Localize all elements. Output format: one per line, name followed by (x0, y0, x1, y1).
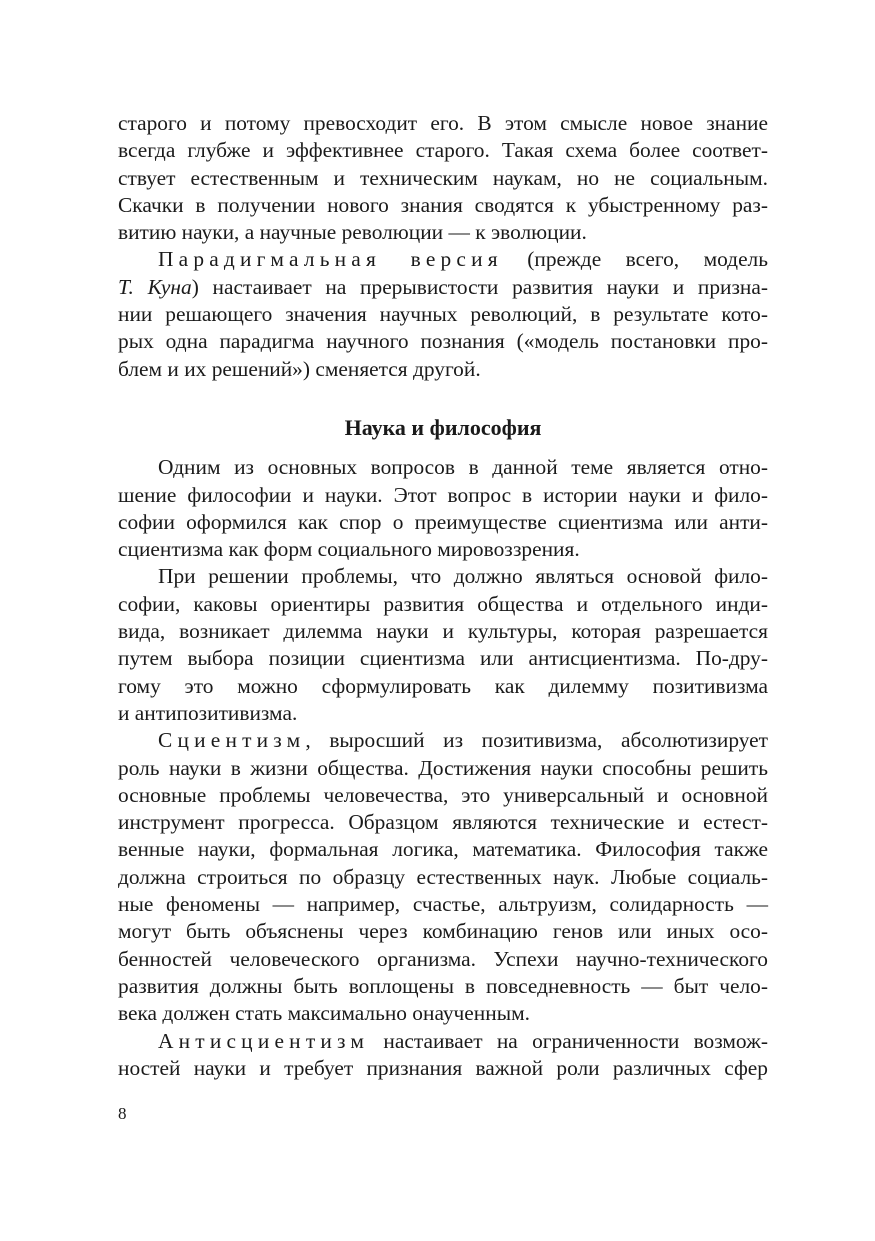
term-scientism: Сциентизм (158, 728, 306, 753)
text-line: софии, каковы ориентиры развития общества и отдельного инди- (118, 591, 768, 616)
text-line: венные науки, формальная логика, математика. Философия также (118, 837, 768, 862)
paragraph-6 (118, 1028, 768, 1083)
text-line: роль науки в жизни общества. Достижения науки способны решить (118, 755, 768, 780)
text-line: рых одна парадигма научного познания («модель постановки про- (118, 329, 768, 354)
text-line: могут быть объяснены через комбинацию генов или иных осо- (118, 919, 768, 944)
text-fragment: ) настаивает на прерывистости развития науки и призна- (191, 274, 768, 299)
section-heading: Наука и философия (344, 414, 542, 440)
text-line: вида, возникает дилемма науки и культуры, которая разрешается (118, 619, 768, 644)
text-line: Скачки в получении нового знания сводятся к убыстренному раз- (118, 192, 768, 217)
text-line: блем и их решений») сменяется другой. (118, 356, 481, 381)
text-line: старого и потому превосходит его. В этом смысле новое знание (118, 111, 768, 135)
text-line: инструмент прогресса. Образцом являются технические и естест- (118, 810, 768, 835)
term-paradigm-version: Парадигмальная версия (158, 247, 503, 272)
term-antiscientism: Антисциентизм (158, 1028, 370, 1053)
text-line: шение философии и науки. Этот вопрос в истории науки и фило- (118, 482, 768, 507)
page-number: 8 (118, 1104, 127, 1123)
text-fragment: (прежде всего, модель (527, 247, 768, 272)
paragraph-4 (118, 563, 768, 727)
text-line: бенностей человеческого организма. Успехи научно-технического (118, 946, 768, 971)
text-line: ные феномены — например, счастье, альтруизм, солидарность — (118, 892, 768, 917)
text-line: нии решающего значения научных революций, в результате кото- (118, 302, 768, 327)
text-line: гому это можно сформулировать как дилемму позитивизма (118, 673, 768, 698)
paragraph-5 (118, 727, 768, 1027)
text-line: развития должны быть воплощены в повседневность — быт чело- (118, 973, 768, 998)
paragraph-2 (118, 246, 768, 382)
text-line: всегда глубже и эффективнее старого. Такая схема более соответ- (118, 138, 768, 163)
text-line: софии оформился как спор о преимуществе сциентизма или анти- (118, 509, 768, 534)
text-line (118, 246, 768, 273)
text-line: и антипозитивизма. (118, 700, 298, 725)
text-line: основные проблемы человечества, это универсальный и основной (118, 782, 768, 807)
text-line (118, 274, 768, 301)
text-line: Одним из основных вопросов в данной теме является отно- (158, 455, 768, 480)
text-line: ствует естественным и техническим наукам, но не социальным. (118, 165, 768, 190)
text-line: ностей науки и требует признания важной роли различных сфер (118, 1055, 768, 1080)
text-line: витию науки, а научные революции — к эволюции. (118, 220, 587, 245)
text-fragment: настаивает на ограниченности возмож- (383, 1028, 768, 1053)
paragraph-1 (118, 110, 768, 246)
author-name: Т. Куна (118, 274, 192, 299)
text-line (118, 727, 768, 754)
text-line: должна строиться по образцу естественных наук. Любые социаль- (118, 864, 768, 889)
text-line: сциентизма как форм социального мировоззрения. (118, 537, 580, 562)
paragraph-3 (118, 454, 768, 563)
text-line (118, 1028, 768, 1055)
text-line: века должен стать максимально онаученным. (118, 1001, 530, 1026)
text-fragment: , выросший из позитивизма, абсолютизирует (305, 728, 768, 753)
page-body (118, 110, 768, 1082)
text-line: путем выбора позиции сциентизма или антисциентизма. По-дру- (118, 646, 768, 671)
text-line: При решении проблемы, что должно являться основой фило- (158, 564, 768, 589)
